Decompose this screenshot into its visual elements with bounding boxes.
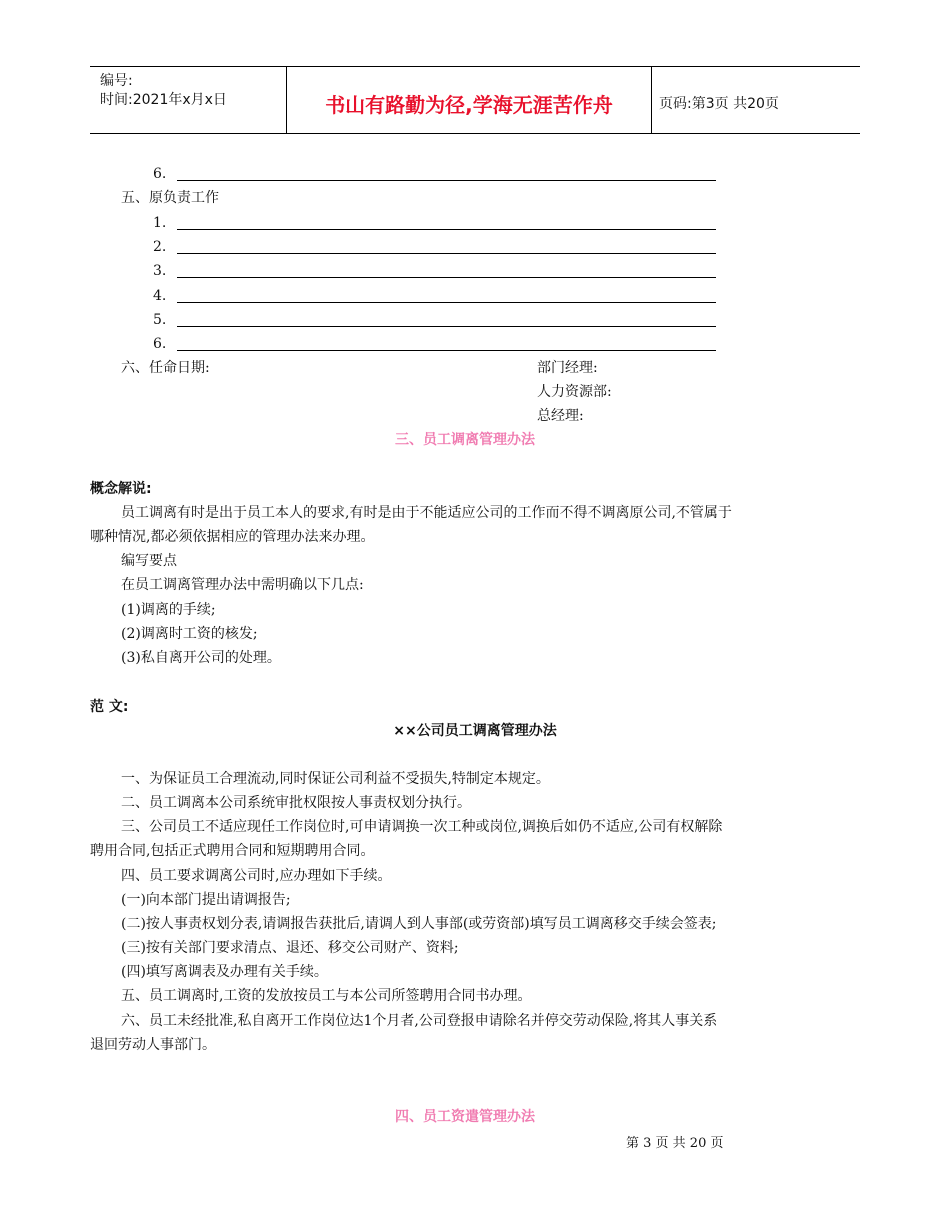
fill-line: [177, 180, 716, 181]
fill-line: [177, 302, 716, 303]
list-item-number: 6.: [153, 166, 167, 182]
fill-line: [177, 326, 716, 327]
page-footer: 第 3 页 共 20 页: [626, 1136, 724, 1151]
sub-clause: (一)向本部门提出请调报告;: [121, 892, 291, 908]
list-item-number: 1.: [153, 215, 167, 231]
concept-paragraph: 哪种情况,都必须依据相应的管理办法来办理。: [90, 529, 375, 545]
clause: 五、员工调离时,工资的发放按员工与本公司所签聘用合同书办理。: [121, 988, 532, 1004]
clause: 六、员工未经批准,私自离开工作岗位达1个月者,公司登报申请除名并停交劳动保险,将其人事关系: [121, 1013, 718, 1029]
clause: 一、为保证员工合理流动,同时保证公司利益不受损失,特制定本规定。: [121, 771, 550, 787]
clause: 二、员工调离本公司系统审批权限按人事责权划分执行。: [121, 795, 471, 811]
appointment-date-label: 六、任命日期:: [121, 360, 210, 376]
writing-points-intro: 在员工调离管理办法中需明确以下几点:: [121, 577, 364, 593]
general-manager-label: 总经理:: [537, 408, 584, 424]
sub-clause: (二)按人事责权划分表,请调报告获批后,请调人到人事部(或劳资部)填写员工调离移交手续会签表;: [121, 916, 717, 932]
section-heading-3: 三、员工调离管理办法: [395, 432, 535, 448]
header-motto: 书山有路勤为径,学海无涯苦作舟: [325, 93, 613, 117]
header-right-cell: [652, 67, 860, 133]
sub-clause: (四)填写离调表及办理有关手续。: [121, 964, 328, 980]
dept-manager-label: 部门经理:: [537, 360, 598, 376]
page-counter: 页码:第3页 共20页: [659, 96, 779, 112]
list-item-number: 5.: [153, 312, 167, 328]
list-item-number: 3.: [153, 263, 167, 279]
point-item: (1)调离的手续;: [121, 602, 216, 618]
list-item-number: 4.: [153, 288, 167, 304]
fill-line: [177, 229, 716, 230]
hr-dept-label: 人力资源部:: [537, 384, 612, 400]
concept-paragraph: 员工调离有时是出于员工本人的要求,有时是由于不能适应公司的工作而不得不调离原公司,不管属于: [121, 505, 732, 521]
list-item-number: 6.: [153, 336, 167, 352]
fill-line: [177, 350, 716, 351]
time-label: 时间:2021年x月x日: [100, 92, 227, 108]
fill-line: [177, 253, 716, 254]
point-item: (2)调离时工资的核发;: [121, 626, 258, 642]
header-center-cell: [287, 67, 652, 133]
clause: 退回劳动人事部门。: [90, 1037, 216, 1053]
clause: 四、员工要求调离公司时,应办理如下手续。: [121, 868, 392, 884]
writing-points-title: 编写要点: [121, 553, 177, 569]
clause: 三、公司员工不适应现任工作岗位时,可申请调换一次工种或岗位,调换后如仍不适应,公司有权解除: [121, 819, 723, 835]
page-header: [90, 66, 860, 134]
list-item-number: 2.: [153, 239, 167, 255]
sample-label: 范 文:: [90, 699, 129, 715]
fill-line: [177, 277, 716, 278]
header-left-cell: [90, 67, 287, 133]
clause: 聘用合同,包括正式聘用合同和短期聘用合同。: [90, 843, 375, 859]
section-heading-4: 四、员工资遣管理办法: [395, 1109, 535, 1125]
sub-clause: (三)按有关部门要求清点、退还、移交公司财产、资料;: [121, 940, 459, 956]
serial-label: 编号:: [100, 73, 133, 89]
concept-title: 概念解说:: [90, 481, 152, 497]
sample-title: ××公司员工调离管理办法: [393, 723, 557, 739]
section5-heading: 五、原负责工作: [121, 190, 219, 206]
point-item: (3)私自离开公司的处理。: [121, 650, 281, 666]
